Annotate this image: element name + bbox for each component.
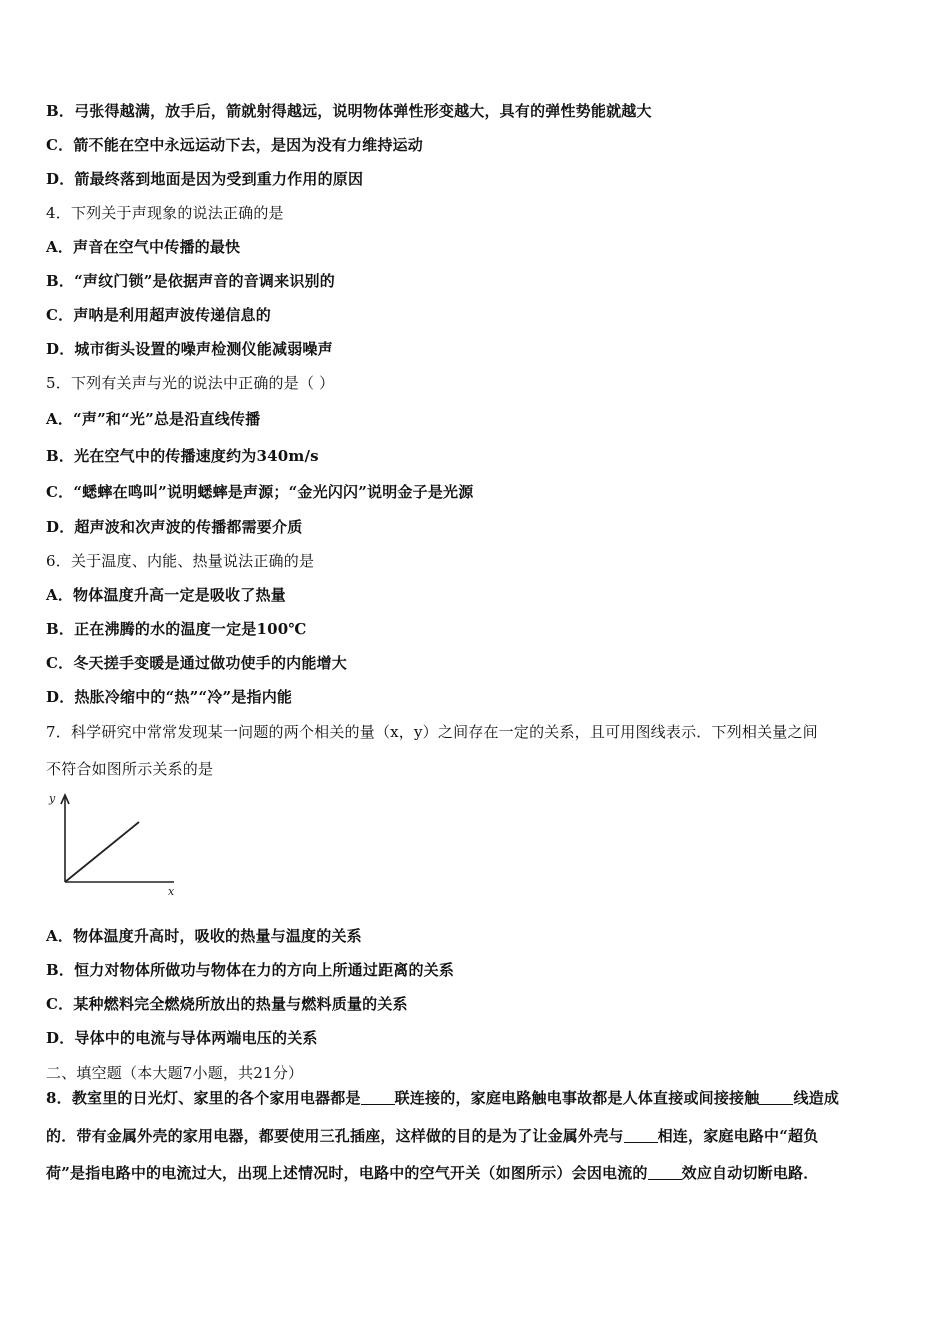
q7-line-graph: [40, 786, 190, 898]
q6-option-a: A．物体温度升高一定是吸收了热量: [46, 586, 286, 604]
q5-option-b: B．光在空气中的传播速度约为340m/s: [46, 447, 319, 465]
q8-line2: [46, 1126, 910, 1146]
q5-option-d: D．超声波和次声波的传播都需要介质: [46, 518, 303, 536]
section-2-title: 二、填空题（本大题7小题，共21分）: [46, 1064, 304, 1082]
q8-text: 相连，家庭电路中“超负: [657, 1127, 819, 1145]
q7-stem-line2: 不符合如图所示关系的是: [46, 760, 214, 778]
q6-option-c: C．冬天搓手变暖是通过做功使手的内能增大: [46, 654, 347, 672]
q6-option-b: B．正在沸腾的水的温度一定是100℃: [46, 620, 307, 638]
q4-option-c: C．声呐是利用超声波传递信息的: [46, 306, 271, 324]
x-axis-label: x: [168, 885, 175, 898]
q5-stem: 5．下列有关声与光的说法中正确的是（ ）: [46, 374, 335, 392]
q8-text: 8．教室里的日光灯、家里的各个家用电器都是: [46, 1089, 361, 1107]
q4-stem: 4．下列关于声现象的说法正确的是: [46, 204, 284, 222]
q7-option-a: A．物体温度升高时，吸收的热量与温度的关系: [46, 927, 362, 945]
q3-option-b: B．弓张得越满，放手后，箭就射得越远，说明物体弹性形变越大，具有的弹性势能就越大: [46, 102, 652, 120]
answer-blank: [624, 1128, 658, 1143]
q8-text: 的．带有金属外壳的家用电器，都要使用三孔插座，这样做的目的是为了让金属外壳与: [46, 1127, 624, 1145]
y-axis-label: y: [49, 792, 56, 805]
q8-line3: [46, 1163, 910, 1183]
q4-option-a: A．声音在空气中传播的最快: [46, 238, 241, 256]
answer-blank: [361, 1090, 395, 1105]
q8-text: 联连接的，家庭电路触电事故都是人体直接或间接接触: [394, 1089, 760, 1107]
answer-blank: [648, 1165, 682, 1180]
q3-option-d: D．箭最终落到地面是因为受到重力作用的原因: [46, 170, 364, 188]
q6-option-d: D．热胀冷缩中的“热”“冷”是指内能: [46, 688, 293, 706]
q5-option-a: A．“声”和“光”总是沿直线传播: [46, 410, 261, 428]
q7-stem-line1: 7．科学研究中常常发现某一问题的两个相关的量（x，y）之间存在一定的关系，且可用图线表示．下列相关量之间: [46, 723, 818, 741]
q7-option-b: B．恒力对物体所做功与物体在力的方向上所通过距离的关系: [46, 961, 455, 979]
graph-line: [65, 822, 139, 882]
q3-option-c: C．箭不能在空中永远运动下去，是因为没有力维持运动: [46, 136, 423, 154]
q8-line1: [46, 1088, 910, 1108]
q7-option-c: C．某种燃料完全燃烧所放出的热量与燃料质量的关系: [46, 995, 408, 1013]
q8-text: 线造成: [793, 1089, 840, 1107]
q6-stem: 6．关于温度、内能、热量说法正确的是: [46, 552, 315, 570]
q8-text: 荷”是指电路中的电流过大，出现上述情况时，电路中的空气开关（如图所示）会因电流的: [46, 1164, 648, 1182]
q7-option-d: D．导体中的电流与导体两端电压的关系: [46, 1029, 318, 1047]
answer-blank: [759, 1090, 793, 1105]
q4-option-b: B．“声纹门锁”是依据声音的音调来识别的: [46, 272, 335, 290]
q4-option-d: D．城市街头设置的噪声检测仪能减弱噪声: [46, 340, 333, 358]
q8-text: 效应自动切断电路．: [681, 1164, 819, 1182]
q5-option-c: C．“蟋蟀在鸣叫”说明蟋蟀是声源；“金光闪闪”说明金子是光源: [46, 483, 474, 501]
